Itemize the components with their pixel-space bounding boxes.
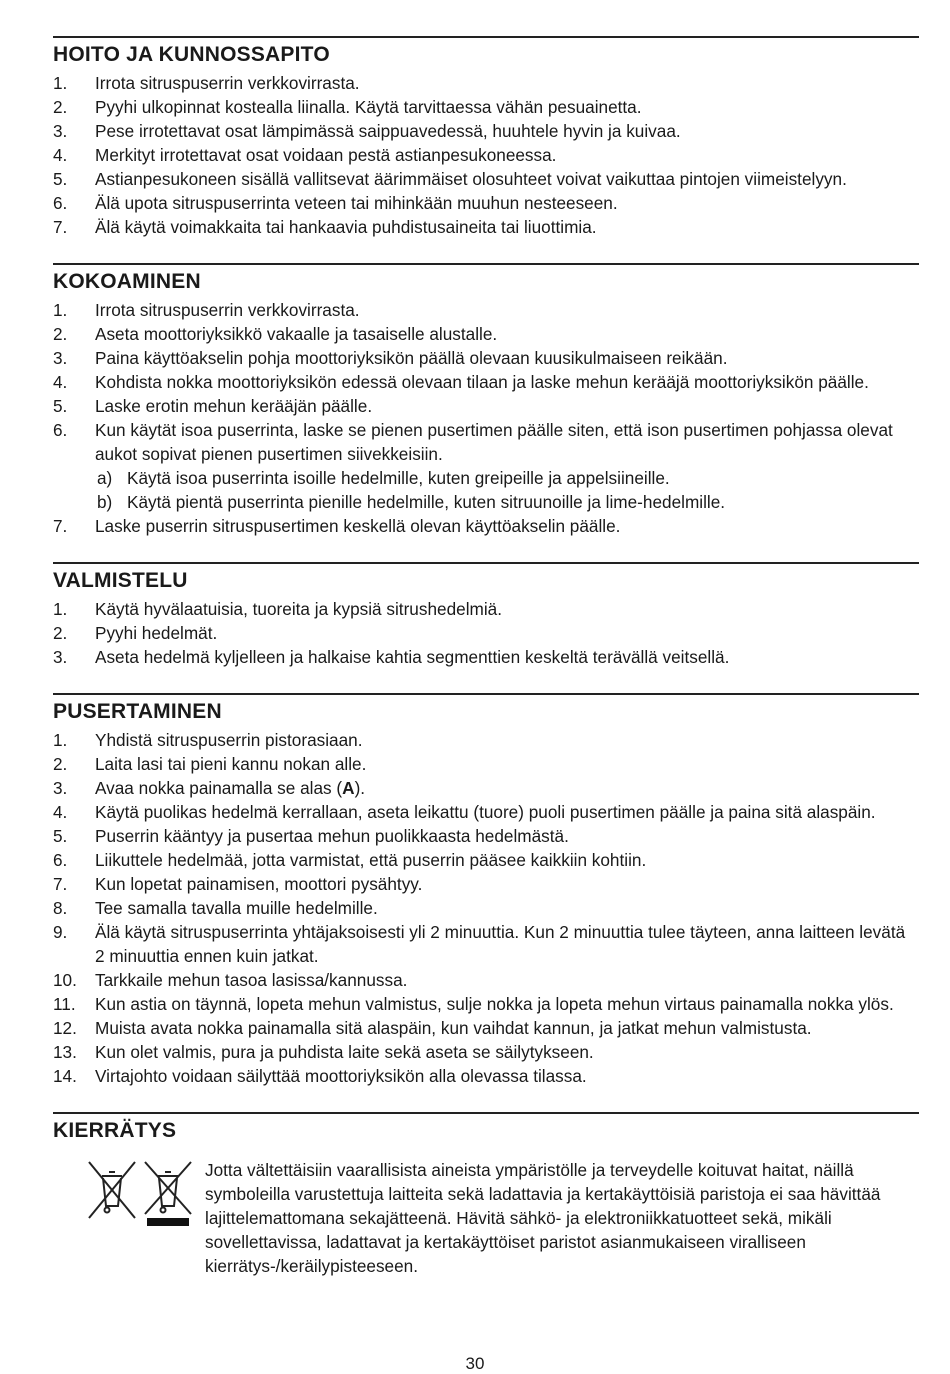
- section-title-hoito: HOITO JA KUNNOSSAPITO: [53, 43, 330, 66]
- list-item: 4. Kohdista nokka moottoriyksikön edessä olevaan tilaan ja laske mehun kerääjä moottoriyksikön päälle.: [53, 372, 869, 392]
- sublist-item: b) Käytä pientä puserrinta pienille hedelmille, kuten sitruunoille ja lime-hedelmille.: [97, 492, 726, 512]
- list-item: 3. Pese irrotettavat osat lämpimässä saippuavedessä, huuhtele hyvin ja kuivaa.: [53, 121, 681, 141]
- section-kokoaminen: [53, 263, 919, 538]
- sublist: [95, 466, 919, 514]
- section-title-kierratys: KIERRÄTYS: [53, 1119, 177, 1142]
- list-item: 14. Virtajohto voidaan säilyttää moottoriyksikön alla olevassa tilassa.: [53, 1066, 587, 1086]
- list-item: 3. Aseta hedelmä kyljelleen ja halkaise kahtia segmenttien keskeltä terävällä veitsellä.: [53, 647, 730, 667]
- section-title-kokoaminen: KOKOAMINEN: [53, 270, 201, 293]
- list-item: 6. Kun käytät isoa puserrinta, laske se pienen pusertimen päälle siten, että ison pusertimen pohjassa olevat aukot sopivat pienen pusertimen siivekkeisiin. a) Käytä isoa puserrinta isoille hedelmille, kuten greipeille ja appelsiineille. b) Käytä pientä puserrinta pienille hedelmille, kuten sitruunoille ja lime-hedelmille.: [53, 418, 919, 514]
- list-item: 11. Kun astia on täynnä, lopeta mehun valmistus, sulje nokka ja lopeta mehun virtaus painamalla nokka ylös.: [53, 994, 894, 1014]
- list-item: 2. Laita lasi tai pieni kannu nokan alle.: [53, 754, 367, 774]
- list-item: 5. Puserrin kääntyy ja pusertaa mehun puolikkaasta hedelmästä.: [53, 826, 569, 846]
- list-item: 3. Avaa nokka painamalla se alas (A).: [53, 778, 366, 798]
- page-number: 30: [465, 1354, 485, 1373]
- crossed-out-bin-with-bar-icon: [143, 1160, 193, 1226]
- list-item: 2. Pyyhi hedelmät.: [53, 623, 218, 643]
- list-item: 5. Laske erotin mehun kerääjän päälle.: [53, 396, 373, 416]
- list-pusertaminen: [53, 728, 919, 1088]
- recycling-icons: [87, 1160, 193, 1226]
- list-valmistelu: [53, 597, 919, 669]
- list-item: 9. Älä käytä sitruspuserrinta yhtäjaksoisesti yli 2 minuuttia. Kun 2 minuuttia tulee täyteen, anna laitteen levätä 2 minuuttia ennen kuin jatkat.: [53, 922, 906, 966]
- list-kokoaminen: [53, 298, 919, 538]
- document-page: [53, 36, 919, 1278]
- recycling-notice: [53, 1158, 919, 1278]
- list-item: 6. Älä upota sitruspuserrinta veteen tai mihinkään muuhun nesteeseen.: [53, 193, 618, 213]
- section-title-valmistelu: VALMISTELU: [53, 569, 188, 592]
- list-item: 12. Muista avata nokka painamalla sitä alaspäin, kun vaihdat kannun, ja jatkat mehun valmistusta.: [53, 1018, 812, 1038]
- list-item: 1. Käytä hyvälaatuisia, tuoreita ja kypsiä sitrushedelmiä.: [53, 599, 502, 619]
- section-hoito: [53, 36, 919, 239]
- list-item: 5. Astianpesukoneen sisällä vallitsevat äärimmäiset olosuhteet voivat vaikuttaa pintojen viimeistelyyn.: [53, 169, 847, 189]
- list-item: 3. Paina käyttöakselin pohja moottoriyksikön päällä olevaan kuusikulmaiseen reikään.: [53, 348, 728, 368]
- list-item: 7. Laske puserrin sitruspusertimen keskellä olevan käyttöakselin päälle.: [53, 516, 621, 536]
- section-title-pusertaminen: PUSERTAMINEN: [53, 700, 222, 723]
- section-valmistelu: [53, 562, 919, 669]
- section-pusertaminen: [53, 693, 919, 1088]
- list-item: 6. Liikuttele hedelmää, jotta varmistat, että puserrin pääsee kaikkiin kohtiin.: [53, 850, 647, 870]
- list-item: 1. Irrota sitruspuserrin verkkovirrasta.: [53, 300, 360, 320]
- list-item: 2. Aseta moottoriyksikkö vakaalle ja tasaiselle alustalle.: [53, 324, 498, 344]
- list-item: 13. Kun olet valmis, pura ja puhdista laite sekä aseta se säilytykseen.: [53, 1042, 594, 1062]
- list-item: 10. Tarkkaile mehun tasoa lasissa/kannussa.: [53, 970, 408, 990]
- list-item: 2. Pyyhi ulkopinnat kostealla liinalla. Käytä tarvittaessa vähän pesuainetta.: [53, 97, 642, 117]
- list-item: 1. Irrota sitruspuserrin verkkovirrasta.: [53, 73, 360, 93]
- list-item: 4. Käytä puolikas hedelmä kerrallaan, aseta leikattu (tuore) puoli pusertimen päälle ja paina sitä alaspäin.: [53, 802, 876, 822]
- label-a: A: [342, 778, 355, 798]
- list-item: 4. Merkityt irrotettavat osat voidaan pestä astianpesukoneessa.: [53, 145, 557, 165]
- list-item: 1. Yhdistä sitruspuserrin pistorasiaan.: [53, 730, 363, 750]
- list-item: 7. Kun lopetat painamisen, moottori pysähtyy.: [53, 874, 423, 894]
- recycling-text: Jotta vältettäisiin vaarallisista aineista ympäristölle ja terveydelle koituvat haitat, näillä symboleilla varustettuja laitteita sekä ladattavia ja kertakäyttöisiä paristoja ei saa hävittää lajittelemattomana sekajätteenä. Hävitä sähkö- ja elektroniikkatuotteet sekä, mikäli sovellettavissa, ladattavat ja kertakäyttöiset paristot asianmukaiseen viralliseen kierrätys-/keräilypisteeseen.: [205, 1160, 881, 1276]
- sublist-item: a) Käytä isoa puserrinta isoille hedelmille, kuten greipeille ja appelsiineille.: [97, 468, 670, 488]
- list-item: 8. Tee samalla tavalla muille hedelmille.: [53, 898, 378, 918]
- list-hoito: [53, 71, 919, 239]
- crossed-out-bin-icon: [87, 1160, 137, 1226]
- section-kierratys: [53, 1112, 919, 1278]
- list-item: 7. Älä käytä voimakkaita tai hankaavia puhdistusaineita tai liuottimia.: [53, 217, 597, 237]
